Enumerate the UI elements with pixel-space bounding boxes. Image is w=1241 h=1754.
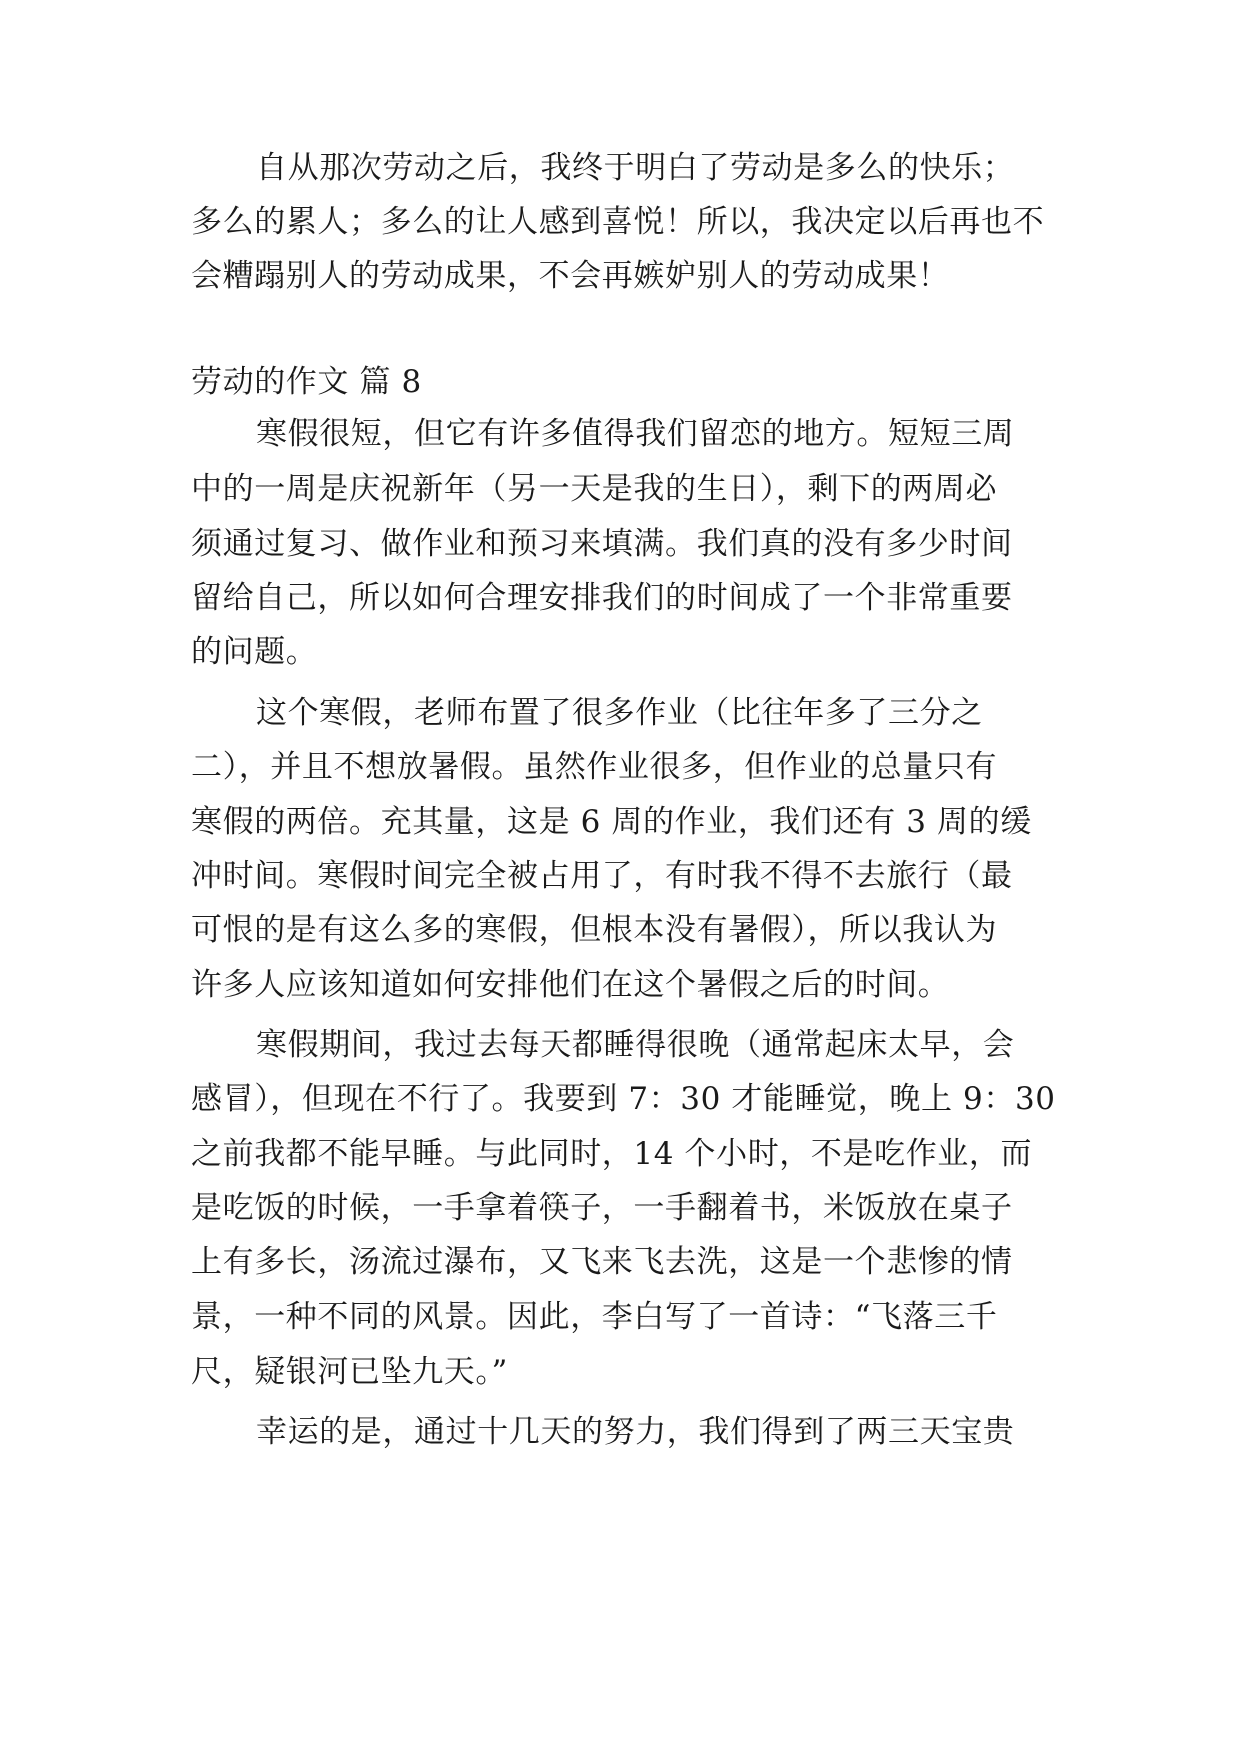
paragraph-2-line-4: 冲时间。寒假时间完全被占用了，有时我不得不去旅行（最 — [191, 858, 1013, 894]
paragraph-2-line-2: 二），并且不想放暑假。虽然作业很多，但作业的总量只有 — [191, 749, 998, 785]
paragraph-2-line-5: 可恨的是有这么多的寒假，但根本没有暑假），所以我认为 — [191, 912, 998, 948]
paragraph-1-line-5: 的问题。 — [191, 634, 318, 670]
intro-line-3: 会糟蹋别人的劳动成果，不会再嫉妒别人的劳动成果！ — [191, 258, 950, 294]
paragraph-3-line-5: 上有多长，汤流过瀑布，又飞来飞去洗，这是一个悲惨的情 — [191, 1244, 1013, 1280]
paragraph-4-line-1: 幸运的是，通过十几天的努力，我们得到了两三天宝贵 — [256, 1414, 1015, 1450]
paragraph-2-line-1: 这个寒假，老师布置了很多作业（比往年多了三分之 — [256, 695, 983, 731]
paragraph-3-line-3: 之前我都不能早睡。与此同时，14 个小时，不是吃作业，而 — [191, 1136, 1033, 1172]
paragraph-1-line-4: 留给自己，所以如何合理安排我们的时间成了一个非常重要 — [191, 580, 1013, 616]
paragraph-2-line-6: 许多人应该知道如何安排他们在这个暑假之后的时间。 — [191, 967, 950, 1003]
paragraph-3-line-1: 寒假期间，我过去每天都睡得很晚（通常起床太早，会 — [256, 1027, 1015, 1063]
paragraph-3-line-4: 是吃饭的时候，一手拿着筷子，一手翻着书，米饭放在桌子 — [191, 1190, 1013, 1226]
intro-line-2: 多么的累人；多么的让人感到喜悦！所以，我决定以后再也不 — [191, 204, 1045, 240]
section-heading: 劳动的作文 篇 8 — [191, 364, 422, 400]
paragraph-2-line-3: 寒假的两倍。充其量，这是 6 周的作业，我们还有 3 周的缓 — [191, 804, 1032, 840]
intro-line-1: 自从那次劳动之后，我终于明白了劳动是多么的快乐； — [256, 150, 1015, 186]
paragraph-3-line-6: 景，一种不同的风景。因此，李白写了一首诗：“飞落三千 — [191, 1299, 998, 1335]
paragraph-3-line-7: 尺，疑银河已坠九天。” — [191, 1354, 508, 1390]
paragraph-1-line-2: 中的一周是庆祝新年（另一天是我的生日），剩下的两周必 — [191, 471, 998, 507]
paragraph-1-line-3: 须通过复习、做作业和预习来填满。我们真的没有多少时间 — [191, 526, 1013, 562]
paragraph-3-line-2: 感冒），但现在不行了。我要到 7：30 才能睡觉，晚上 9：30 — [191, 1081, 1056, 1117]
paragraph-1-line-1: 寒假很短，但它有许多值得我们留恋的地方。短短三周 — [256, 416, 1015, 452]
